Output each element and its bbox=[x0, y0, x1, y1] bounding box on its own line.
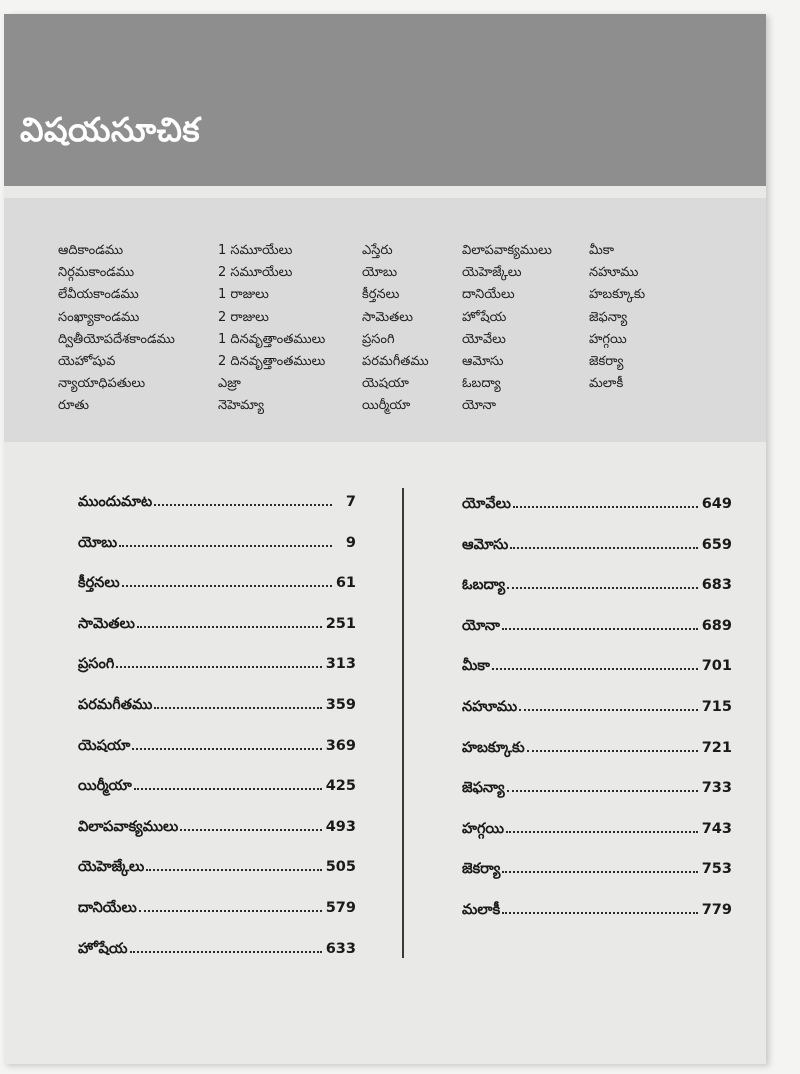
toc-entry-page: 733 bbox=[701, 780, 732, 797]
book-name: యిర్మీయా bbox=[362, 398, 411, 414]
page-title: విషయసూచిక bbox=[20, 110, 201, 149]
toc-entry-label: యోనా bbox=[462, 617, 500, 634]
book-name: ఎజ్రా bbox=[218, 376, 241, 392]
book-name: యోనా bbox=[462, 398, 496, 414]
book-name: యెహెజ్కేలు bbox=[462, 265, 522, 281]
book-name: 2 సమూయేలు bbox=[218, 265, 293, 281]
book-name: జెఫన్యా bbox=[589, 309, 628, 325]
toc-entry-label: ఓబద్యా bbox=[462, 577, 506, 594]
books-column-2 bbox=[218, 240, 325, 418]
book-name: మలాకీ bbox=[589, 376, 624, 392]
book-name: ఓబద్యా bbox=[462, 376, 501, 392]
dot-leader bbox=[492, 668, 698, 670]
book-name: పరమగీతము bbox=[362, 353, 429, 369]
book-name: 1 సమూయేలు bbox=[218, 243, 293, 258]
dot-leader bbox=[510, 547, 697, 549]
toc-entry-page: 505 bbox=[325, 859, 356, 876]
toc-entry-label: యెషయా bbox=[78, 737, 131, 754]
toc-entry[interactable] bbox=[78, 494, 356, 514]
toc-entry[interactable] bbox=[462, 618, 732, 638]
toc-entry-page: 493 bbox=[325, 818, 356, 835]
toc-entry-page: 721 bbox=[701, 739, 732, 756]
toc-entry-label: జెకర్యా bbox=[462, 861, 501, 878]
dot-leader bbox=[116, 666, 321, 668]
dot-leader bbox=[527, 750, 698, 752]
toc-entry-page: 683 bbox=[701, 577, 732, 594]
toc-entry-label: ముందుమాట bbox=[78, 494, 153, 510]
book-name: ద్వితీయోపదేశకాండము bbox=[58, 331, 175, 347]
book-name: విలాపవాక్యములు bbox=[462, 243, 552, 258]
toc-entry-page: 7 bbox=[345, 494, 356, 510]
book-name: సంఖ్యాకాండము bbox=[58, 309, 140, 325]
dot-leader bbox=[132, 748, 321, 750]
toc-entry-label: యిర్మీయా bbox=[78, 778, 132, 795]
header-band bbox=[4, 14, 766, 186]
toc-entry[interactable] bbox=[462, 658, 732, 678]
toc-entry[interactable] bbox=[78, 900, 356, 920]
dot-leader bbox=[502, 912, 698, 914]
book-name: యోవేలు bbox=[462, 331, 506, 347]
toc-entry[interactable] bbox=[78, 819, 356, 839]
toc-entry-page: 779 bbox=[701, 902, 732, 918]
dot-leader bbox=[519, 709, 698, 711]
dot-leader bbox=[502, 871, 697, 873]
book-name: ప్రసంగి bbox=[362, 331, 395, 347]
book-name: 1 రాజులు bbox=[218, 287, 269, 303]
toc-entry-label: సామెతలు bbox=[78, 615, 135, 632]
toc-entry-page: 369 bbox=[325, 737, 356, 754]
column-divider bbox=[402, 488, 404, 958]
book-name: కీర్తనలు bbox=[362, 287, 400, 303]
book-name: 1 దినవృత్తాంతములు bbox=[218, 331, 326, 347]
toc-entry[interactable] bbox=[462, 821, 732, 841]
dot-leader bbox=[513, 506, 698, 508]
book-name: హగ్గయి bbox=[589, 331, 627, 347]
toc-entry-page: 753 bbox=[701, 861, 732, 878]
toc-entry[interactable] bbox=[462, 577, 732, 597]
dot-leader bbox=[180, 829, 321, 831]
toc-entry-page: 659 bbox=[701, 536, 732, 553]
book-name: నిర్గమకాండము bbox=[58, 265, 135, 281]
toc-entry[interactable] bbox=[462, 902, 732, 922]
toc-entry-label: ఆమోసు bbox=[462, 536, 509, 553]
toc-entry-label: మీకా bbox=[462, 658, 490, 675]
books-index-panel bbox=[4, 198, 766, 442]
book-name: హబక్కూకు bbox=[589, 287, 646, 303]
toc-entry[interactable] bbox=[462, 699, 732, 719]
dot-leader bbox=[507, 790, 698, 792]
book-name: దానియేలు bbox=[462, 287, 515, 303]
dot-leader bbox=[154, 707, 321, 709]
toc-entry-page: 689 bbox=[701, 617, 732, 634]
toc-entry-label: యోవేలు bbox=[462, 496, 511, 512]
toc-entry[interactable] bbox=[78, 656, 356, 676]
dot-leader bbox=[502, 628, 698, 630]
toc-entry-label: యెహెజ్కేలు bbox=[78, 859, 145, 876]
book-name: 2 దినవృత్తాంతములు bbox=[218, 353, 326, 369]
toc-entry-page: 579 bbox=[325, 900, 356, 916]
toc-entry-page: 633 bbox=[325, 940, 356, 957]
toc-entry[interactable] bbox=[78, 697, 356, 717]
toc-entry-label: హగ్గయి bbox=[462, 820, 505, 837]
toc-entry-label: ప్రసంగి bbox=[78, 656, 115, 673]
books-column-3 bbox=[362, 240, 429, 418]
toc-entry-label: యోబు bbox=[78, 534, 118, 551]
dot-leader bbox=[146, 869, 321, 871]
toc-entry[interactable] bbox=[78, 738, 356, 758]
toc-entry-page: 649 bbox=[701, 496, 732, 512]
toc-entry[interactable] bbox=[462, 496, 732, 516]
dot-leader bbox=[507, 587, 698, 589]
toc-entry-label: పరమగీతము bbox=[78, 697, 153, 713]
book-name: న్యాయాధిపతులు bbox=[58, 376, 146, 392]
book-name: యెషయా bbox=[362, 376, 409, 392]
dot-leader bbox=[139, 910, 322, 912]
dot-leader bbox=[506, 831, 698, 833]
toc-entry[interactable] bbox=[78, 575, 356, 595]
toc-entry-label: హబక్కూకు bbox=[462, 739, 525, 756]
book-name: ఎస్తేరు bbox=[362, 243, 393, 258]
toc-entry-label: దానియేలు bbox=[78, 900, 137, 916]
books-column-5 bbox=[589, 240, 645, 395]
toc-entry-page: 701 bbox=[701, 658, 732, 675]
toc-entry-page: 715 bbox=[701, 699, 732, 715]
book-name: మీకా bbox=[589, 243, 615, 258]
book-name: యెహోషువ bbox=[58, 353, 116, 369]
book-name: లేవీయకాండము bbox=[58, 287, 139, 303]
dot-leader bbox=[130, 951, 322, 953]
toc-entry[interactable] bbox=[78, 859, 356, 879]
toc-entry-label: విలాపవాక్యములు bbox=[78, 818, 179, 835]
toc-entry-page: 359 bbox=[325, 697, 356, 713]
book-page bbox=[4, 14, 766, 1064]
book-name: యోబు bbox=[362, 265, 398, 281]
book-name: రూతు bbox=[58, 398, 90, 414]
toc-entry[interactable] bbox=[78, 535, 356, 555]
books-column-1 bbox=[58, 240, 175, 418]
toc-entry-label: కీర్తనలు bbox=[78, 575, 120, 592]
toc-entry-label: నహూము bbox=[462, 699, 518, 715]
toc-entry-page: 251 bbox=[325, 615, 356, 632]
book-name: 2 రాజులు bbox=[218, 309, 269, 325]
toc-entry[interactable] bbox=[78, 941, 356, 961]
toc-entry-page: 9 bbox=[345, 534, 356, 551]
toc-entry[interactable] bbox=[462, 537, 732, 557]
toc-entry-page: 313 bbox=[325, 656, 356, 673]
toc-entry-page: 61 bbox=[335, 575, 356, 592]
book-name: జెకర్యా bbox=[589, 353, 624, 369]
toc-entry-label: జెఫన్యా bbox=[462, 780, 505, 797]
book-name: ఆమోసు bbox=[462, 353, 504, 369]
book-name: నహూము bbox=[589, 265, 639, 281]
book-name: ఆదికాండము bbox=[58, 243, 124, 258]
toc-entry[interactable] bbox=[462, 861, 732, 881]
books-column-4 bbox=[462, 240, 552, 418]
toc-entry[interactable] bbox=[462, 780, 732, 800]
dot-leader bbox=[134, 788, 322, 790]
book-name: హోషేయ bbox=[462, 309, 507, 325]
dot-leader bbox=[119, 545, 332, 547]
book-name: సామెతలు bbox=[362, 309, 413, 325]
dot-leader bbox=[154, 504, 332, 506]
book-name: నెహెమ్యా bbox=[218, 398, 265, 414]
toc-entry[interactable] bbox=[78, 616, 356, 636]
dot-leader bbox=[137, 626, 322, 628]
toc-entry-page: 425 bbox=[325, 778, 356, 795]
dot-leader bbox=[122, 585, 332, 587]
toc-entry[interactable] bbox=[78, 778, 356, 798]
toc-entry-page: 743 bbox=[701, 820, 732, 837]
toc-entry[interactable] bbox=[462, 740, 732, 760]
table-of-contents bbox=[4, 454, 766, 1064]
toc-entry-label: మలాకీ bbox=[462, 902, 501, 918]
toc-entry-label: హోషేయ bbox=[78, 940, 128, 957]
